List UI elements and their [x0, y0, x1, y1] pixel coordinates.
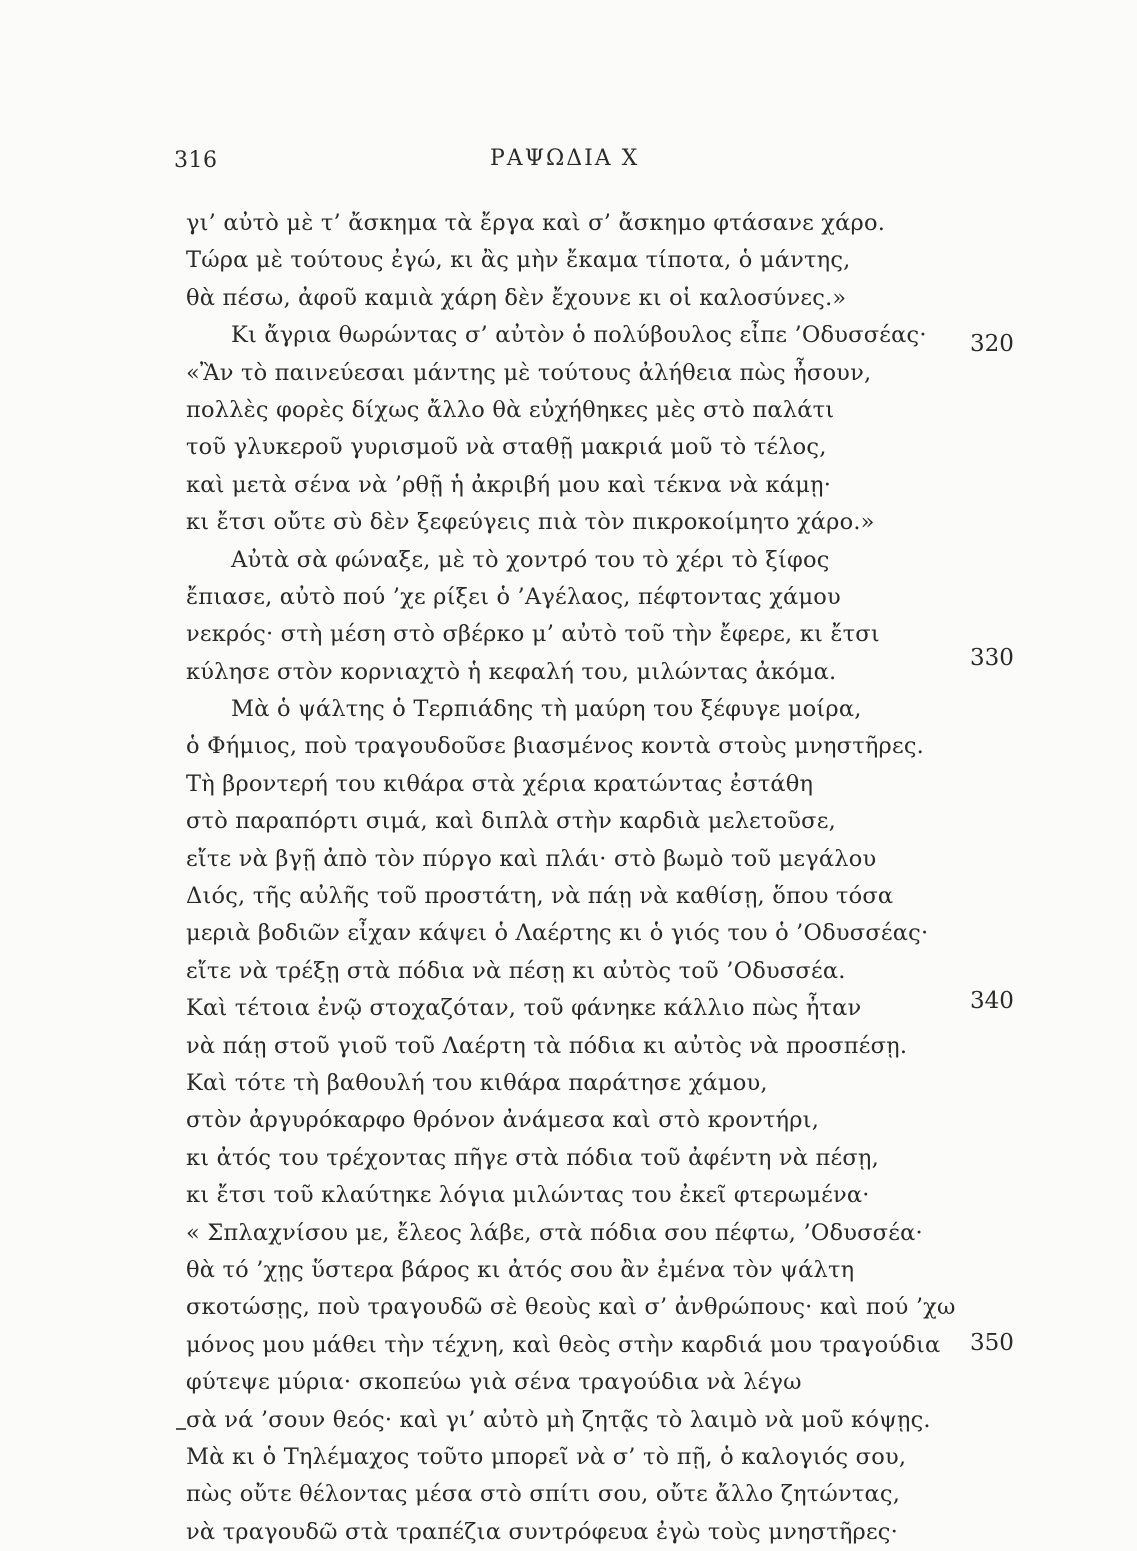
- verse-line: Καὶ τέτοια ἐνῷ στοχαζόταν, τοῦ φάνηκε κάλλιο πὼς ἦταν: [186, 995, 862, 1022]
- verse-line: στὸν ἀργυρόκαρφο θρόνον ἀνάμεσα καὶ στὸ κροντήρι,: [186, 1107, 820, 1134]
- verse-line: σκοτώσῃς, ποὺ τραγουδῶ σὲ θεοὺς καὶ σ’ ἀνθρώπους· καὶ πού ’χω: [186, 1294, 956, 1321]
- verse-line: Κι ἄγρια θωρώντας σ’ αὐτὸν ὁ πολύβουλος εἶπε ’Οδυσσέας·: [231, 322, 927, 349]
- verse-line: μόνος μου μάθει τὴν τέχνη, καὶ θεὸς στὴν καρδιά μου τραγούδια: [186, 1331, 941, 1358]
- verse-line: Μὰ ὁ ψάλτης ὁ Τερπιάδης τὴ μαύρη του ξέφυγε μοίρα,: [231, 696, 862, 723]
- poem-text-block: [186, 205, 986, 1551]
- verse-line: ὁ Φήμιος, ποὺ τραγουδοῦσε βιασμένος κοντὰ στοὺς μνηστῆρες.: [186, 733, 924, 760]
- verse-line: κι ἀτός του τρέχοντας πῆγε στὰ πόδια τοῦ ἀφέντη νὰ πέσῃ,: [186, 1144, 879, 1171]
- running-head: ΡΑΨΩΔΙΑ Χ: [490, 146, 640, 171]
- verse-line: κι ἔτσι τοῦ κλαύτηκε λόγια μιλώντας του ἐκεῖ φτερωμένα·: [186, 1182, 870, 1209]
- verse-line: στὸ παραπόρτι σιμά, καὶ διπλὰ στὴν καρδιὰ μελετοῦσε,: [186, 808, 836, 835]
- verse-line: κι ἔτσι οὔτε σὺ δὲν ξεφεύγεις πιὰ τὸν πικροκοίμητο χάρο.»: [186, 509, 875, 536]
- verse-line: εἴτε νὰ βγῇ ἀπὸ τὸν πύργο καὶ πλάι· στὸ βωμὸ τοῦ μεγάλου: [186, 845, 877, 872]
- edge-mark: [176, 1428, 186, 1430]
- verse-line: Μὰ κι ὁ Τηλέμαχος τοῦτο μπορεῖ νὰ σ’ τὸ πῇ, ὁ καλογιός σου,: [186, 1443, 907, 1470]
- verse-line: νεκρός· στὴ μέση στὸ σβέρκο μ’ αὐτὸ τοῦ τὴν ἔφερε, κι ἔτσι: [186, 621, 880, 648]
- verse-line: Τὴ βροντερή του κιθάρα στὰ χέρια κρατώντας ἐστάθη: [186, 770, 814, 797]
- verse-line: «Ἂν τὸ παινεύεσαι μάντης μὲ τούτους ἀλήθεια πὼς ἦσουν,: [186, 359, 872, 386]
- page-number: 316: [174, 148, 218, 173]
- verse-line: Αὐτὰ σὰ φώναξε, μὲ τὸ χοντρό του τὸ χέρι τὸ ξίφος: [231, 546, 830, 573]
- verse-line: κύλησε στὸν κορνιαχτὸ ἡ κεφαλή του, μιλώντας ἀκόμα.: [186, 658, 837, 685]
- line-number: 330: [970, 645, 1014, 671]
- verse-line: πὼς οὔτε θέλοντας μέσα στὸ σπίτι σου, οὔτε ἄλλο ζητώντας,: [186, 1481, 901, 1508]
- verse-line: ἔπιασε, αὐτὸ πού ’χε ρίξει ὁ ’Αγέλαος, πέφτοντας χάμου: [186, 583, 841, 610]
- verse-line: σὰ νά ’σουν θεός· καὶ γι’ αὐτὸ μὴ ζητᾷς τὸ λαιμὸ νὰ μοῦ κόψῃς.: [186, 1406, 931, 1433]
- verse-line: πολλὲς φορὲς δίχως ἄλλο θὰ εὐχήθηκες μὲς στὸ παλάτι: [186, 396, 835, 423]
- verse-line: φύτεψε μύρια· σκοπεύω γιὰ σένα τραγούδια νὰ λέγω: [186, 1369, 802, 1396]
- verse-line: Τώρα μὲ τούτους ἐγώ, κι ἂς μὴν ἔκαμα τίποτα, ὁ μάντης,: [186, 247, 851, 274]
- verse-line: γι’ αὐτὸ μὲ τ’ ἄσκημα τὰ ἔργα καὶ σ’ ἄσκημο φτάσανε χάρο.: [186, 210, 886, 236]
- verse-line: νὰ τραγουδῶ στὰ τραπέζια συντρόφευα ἐγὼ τοὺς μνηστῆρες·: [186, 1518, 898, 1545]
- line-number: 320: [970, 331, 1014, 357]
- verse-line: « Σπλαχνίσου με, ἔλεος λάβε, στὰ πόδια σου πέφτω, ’Οδυσσέα·: [186, 1219, 923, 1246]
- verse-line: θὰ τό ’χῃς ὕστερα βάρος κι ἀτός σου ἂν ἐμένα τὸν ψάλτη: [186, 1256, 855, 1283]
- verse-line: θὰ πέσω, ἀφοῦ καμιὰ χάρη δὲν ἔχουνε κι οἱ καλοσύνες.»: [186, 284, 847, 311]
- verse-line: καὶ μετὰ σένα νὰ ’ρθῇ ἡ ἀκριβή μου καὶ τέκνα νὰ κάμῃ·: [186, 471, 832, 498]
- verse-line: τοῦ γλυκεροῦ γυρισμοῦ νὰ σταθῇ μακριά μοῦ τὸ τέλος,: [186, 434, 827, 461]
- verse-line: εἴτε νὰ τρέξῃ στὰ πόδια νὰ πέσῃ κι αὐτὸς τοῦ ’Οδυσσέα.: [186, 957, 846, 984]
- line-number: 340: [970, 988, 1014, 1014]
- verse-line: Διός, τῆς αὐλῆς τοῦ προστάτη, νὰ πάῃ νὰ καθίσῃ, ὅπου τόσα: [186, 883, 894, 910]
- verse-line: μεριὰ βοδιῶν εἶχαν κάψει ὁ Λαέρτης κι ὁ γιός του ὁ ’Οδυσσέας·: [186, 920, 929, 947]
- verse-line: Καὶ τότε τὴ βαθουλή του κιθάρα παράτησε χάμου,: [186, 1069, 768, 1096]
- verse-line: νὰ πάῃ στοῦ γιοῦ τοῦ Λαέρτη τὰ πόδια κι αὐτὸς νὰ προσπέσῃ.: [186, 1032, 908, 1059]
- line-number: 350: [970, 1330, 1014, 1356]
